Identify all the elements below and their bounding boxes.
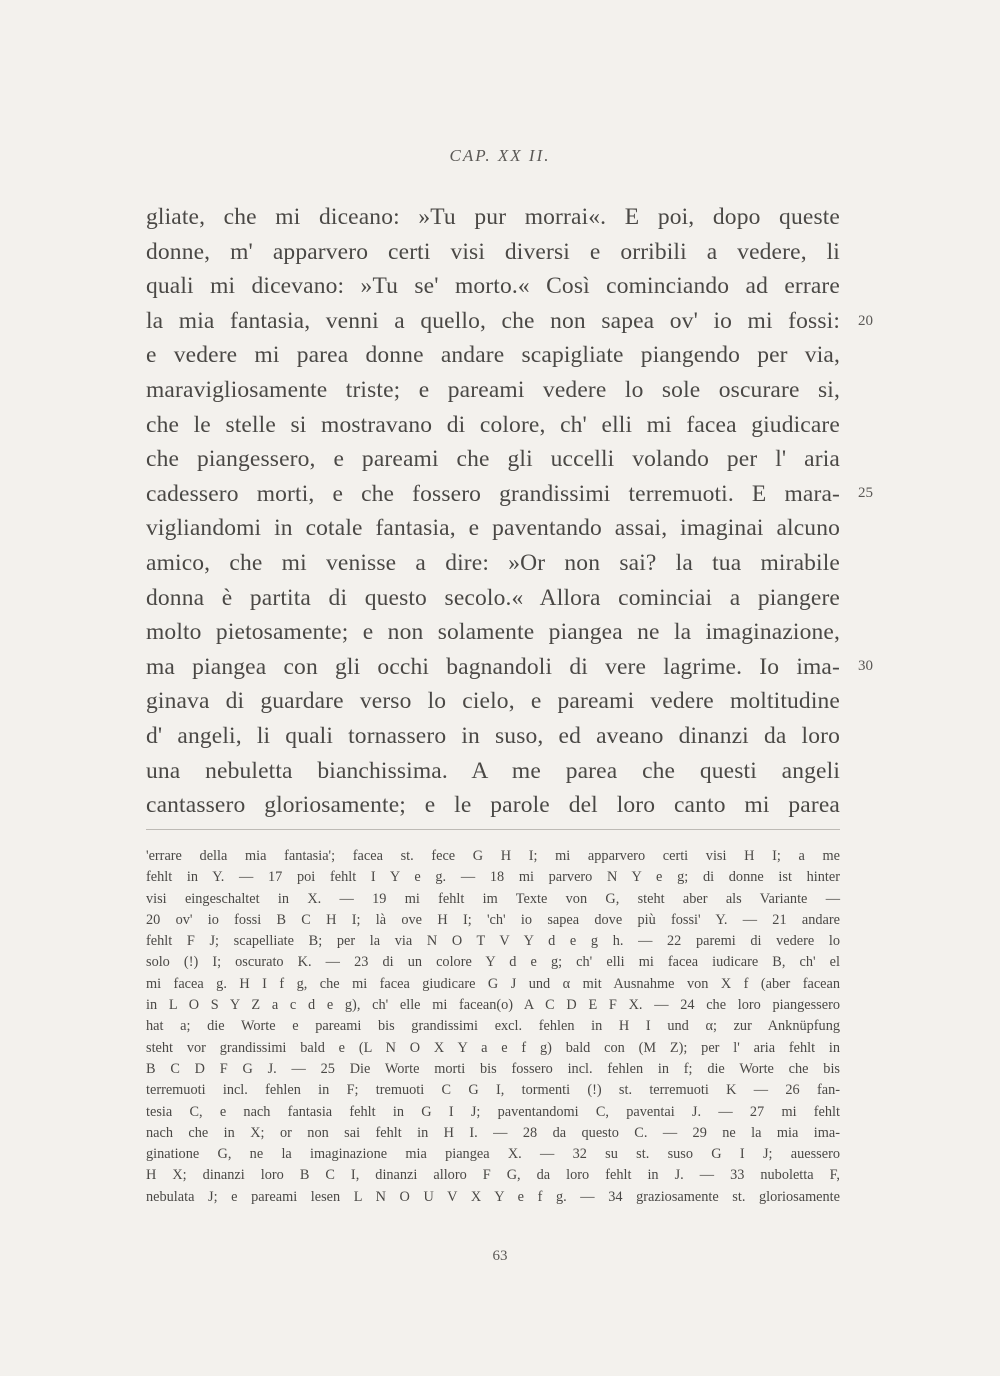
note-line: 'errare della mia fantasia'; facea st. fece G H I; mi apparvero certi visi H I; a me [146, 848, 840, 864]
note-line: mi facea g. H I f g, che mi facea giudicare G J und α mit Ausnahme von X f (aber facean [146, 975, 840, 992]
line-number: 20 [858, 313, 873, 329]
note-line: ginatione G, ne la imaginazione mia piangea X. — 32 su st. suso G I J; auessero [146, 1146, 840, 1163]
note-line: tesia C, e nach fantasia fehlt in G I J; paventandomi C, paventai J. — 27 mi fehlt [146, 1103, 840, 1120]
text-line: cantassero gloriosamente; e le parole del loro canto mi parea [146, 792, 840, 819]
note-line: in L O S Y Z a c d e g), ch' elle mi facean(o) A C D E F X. — 24 che loro piangessero [146, 997, 840, 1014]
text-line: che le stelle si mostravano di colore, ch' elli mi facea giudicare [146, 411, 840, 438]
text-line: vigliandomi in cotale fantasia, e paventando assai, imaginai alcuno [146, 515, 840, 542]
line-number: 25 [858, 485, 873, 501]
note-line: steht vor grandissimi bald e (L N O X Y a e f g) bald con (M Z); per l' aria fehlt in [146, 1039, 840, 1056]
text-line: e vedere mi parea donne andare scapigliate piangendo per via, [146, 342, 840, 369]
line-number: 30 [858, 658, 873, 674]
text-line: la mia fantasia, venni a quello, che non sapea ov' io mi fossi: [146, 307, 840, 334]
note-line: fehlt F J; scapelliate B; per la via N O T V Y d e g h. — 22 paremi di vedere lo [146, 933, 840, 950]
note-line: B C D F G J. — 25 Die Worte morti bis fossero incl. fehlen in f; die Worte che bis [146, 1060, 840, 1077]
page-number: 63 [492, 1248, 508, 1264]
running-head: CAP. XX II. [449, 146, 551, 165]
text-line: cadessero morti, e che fossero grandissimi terremuoti. E mara- [146, 480, 840, 507]
text-line: che piangessero, e pareami che gli uccelli volando per l' aria [146, 446, 840, 473]
text-line: donne, m' apparvero certi visi diversi e orribili a vedere, li [146, 238, 840, 265]
text-line: gliate, che mi diceano: »Tu pur morrai«. E poi, dopo queste [146, 204, 840, 230]
text-line: ginava di guardare verso lo cielo, e pareami vedere moltitudine [146, 688, 840, 715]
text-line: donna è partita di questo secolo.« Allora cominciai a piangere [146, 584, 840, 611]
note-line: terremuoti incl. fehlen in F; tremuoti C G I, tormenti (!) st. terremuoti K — 26 fan- [146, 1082, 840, 1099]
critical-apparatus [146, 846, 840, 1208]
note-line: visi eingeschaltet in X. — 19 mi fehlt im Texte von G, steht aber als Variante — [146, 890, 840, 907]
text-line: amico, che mi venisse a dire: »Or non sai? la tua mirabile [146, 549, 840, 576]
main-text [146, 200, 840, 823]
note-line: nach che in X; or non sai fehlt in H I. — 28 da questo C. — 29 ne la mia ima- [146, 1124, 840, 1141]
text-line: d' angeli, li quali tornassero in suso, ed aveano dinanzi da loro [146, 722, 840, 749]
text-line: maravigliosamente triste; e pareami vedere lo sole oscurare si, [146, 376, 840, 403]
note-line: solo (!) I; oscurato K. — 23 di un colore Y d e g; ch' elli mi facea iudicare B, ch' el [146, 954, 840, 971]
note-line: 20 ov' io fossi B C H I; là ove H I; 'ch' io sapea dove più fossi' Y. — 21 andare [146, 911, 840, 928]
text-line: una nebuletta bianchissima. A me parea che questi angeli [146, 757, 840, 784]
note-line: hat a; die Worte e pareami bis grandissimi excl. fehlen in H I und α; zur Anknüpfung [146, 1018, 840, 1035]
text-line: molto pietosamente; e non solamente piangea ne la imaginazione, [146, 619, 840, 646]
text-line: quali mi dicevano: »Tu se' morto.« Così cominciando ad errare [146, 273, 840, 300]
note-line: fehlt in Y. — 17 poi fehlt I Y e g. — 18 mi parvero N Y e g; di donne ist hinter [146, 869, 840, 886]
note-line: nebulata J; e pareami lesen L N O U V X Y e f g. — 34 graziosamente st. gloriosamente [146, 1188, 840, 1205]
text-line: ma piangea con gli occhi bagnandoli di vere lagrime. Io ima- [146, 653, 840, 680]
footnote-separator [146, 829, 840, 830]
note-line: H X; dinanzi loro B C I, dinanzi alloro F G, da loro fehlt in J. — 33 nuboletta F, [146, 1167, 840, 1184]
